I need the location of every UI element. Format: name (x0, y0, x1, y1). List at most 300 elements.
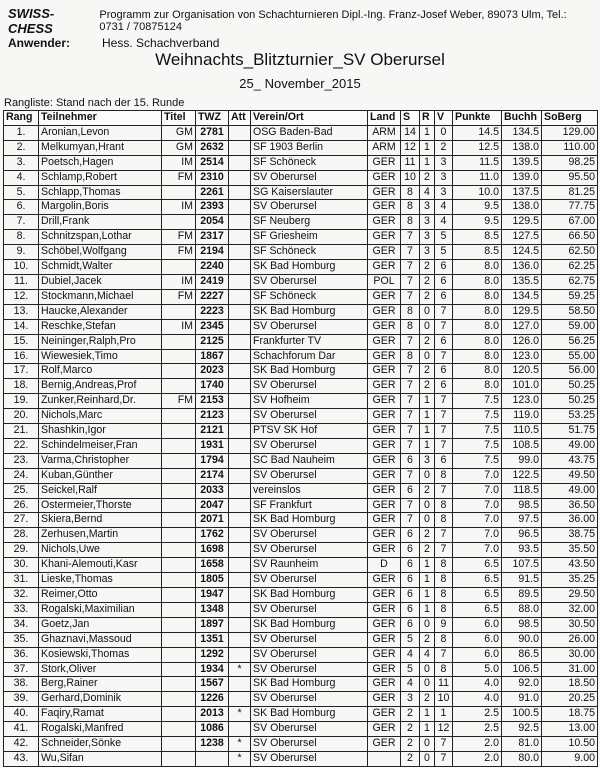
cell-att: * (229, 662, 251, 677)
cell-wins: 7 (401, 364, 420, 379)
cell-sonneborn: 62.50 (542, 245, 598, 260)
cell-name: Schnitzspan,Lothar (39, 230, 162, 245)
cell-rank: 10. (4, 260, 39, 275)
cell-country: GER (368, 692, 401, 707)
cell-losses: 4 (435, 200, 453, 215)
cell-rank: 20. (4, 409, 39, 424)
cell-draws: 2 (420, 543, 435, 558)
table-row (4, 498, 598, 513)
cell-twz: 1897 (196, 617, 229, 632)
cell-draws: 2 (420, 289, 435, 304)
cell-buchholz: 122.5 (502, 468, 542, 483)
cell-country: GER (368, 707, 401, 722)
cell-name: Schlamp,Robert (39, 170, 162, 185)
cell-points: 4.0 (453, 692, 502, 707)
cell-name: Stockmann,Michael (39, 289, 162, 304)
cell-rank: 12. (4, 289, 39, 304)
cell-twz: 2240 (196, 260, 229, 275)
table-row (4, 424, 598, 439)
cell-sonneborn: 49.00 (542, 483, 598, 498)
cell-country: GER (368, 185, 401, 200)
cell-country: GER (368, 632, 401, 647)
cell-points: 6.0 (453, 632, 502, 647)
cell-rank: 18. (4, 379, 39, 394)
cell-draws: 0 (420, 513, 435, 528)
cell-club: SK Bad Homburg (251, 707, 368, 722)
cell-twz: 2781 (196, 125, 229, 140)
cell-points: 6.0 (453, 647, 502, 662)
cell-club: SV Oberursel (251, 379, 368, 394)
cell-buchholz: 129.5 (502, 215, 542, 230)
cell-draws: 1 (420, 588, 435, 603)
cell-title (162, 632, 196, 647)
cell-att (229, 289, 251, 304)
cell-wins: 6 (401, 588, 420, 603)
cell-wins: 7 (401, 424, 420, 439)
cell-club: SK Bad Homburg (251, 304, 368, 319)
cell-rank: 11. (4, 274, 39, 289)
cell-title (162, 185, 196, 200)
cell-draws: 3 (420, 453, 435, 468)
cell-club: SV Oberursel (251, 319, 368, 334)
cell-sonneborn: 77.75 (542, 200, 598, 215)
cell-losses: 7 (435, 438, 453, 453)
cell-name: Seickel,Ralf (39, 483, 162, 498)
cell-rank: 39. (4, 692, 39, 707)
table-row (4, 558, 598, 573)
cell-country: GER (368, 647, 401, 662)
cell-wins: 6 (401, 558, 420, 573)
cell-losses: 8 (435, 573, 453, 588)
cell-country: GER (368, 424, 401, 439)
cell-name: Aronian,Levon (39, 125, 162, 140)
cell-club: SK Bad Homburg (251, 588, 368, 603)
table-header-row (4, 111, 598, 126)
cell-wins: 8 (401, 215, 420, 230)
cell-name: Skiera,Bernd (39, 513, 162, 528)
cell-name: Schöbel,Wolfgang (39, 245, 162, 260)
cell-sonneborn: 49.50 (542, 468, 598, 483)
col-punkte: Punkte (453, 111, 502, 126)
cell-sonneborn: 49.00 (542, 438, 598, 453)
cell-rank: 43. (4, 751, 39, 766)
cell-twz: 1567 (196, 677, 229, 692)
cell-draws: 3 (420, 200, 435, 215)
cell-sonneborn: 26.00 (542, 632, 598, 647)
cell-losses: 7 (435, 319, 453, 334)
cell-att (229, 588, 251, 603)
table-row (4, 334, 598, 349)
cell-wins: 7 (401, 289, 420, 304)
cell-title (162, 513, 196, 528)
cell-rank: 26. (4, 498, 39, 513)
cell-wins: 6 (401, 573, 420, 588)
cell-name: Gerhard,Dominik (39, 692, 162, 707)
cell-title (162, 409, 196, 424)
cell-att (229, 170, 251, 185)
cell-name: Wu,Sifan (39, 751, 162, 766)
cell-buchholz: 138.0 (502, 200, 542, 215)
cell-losses: 8 (435, 662, 453, 677)
cell-name: Margolin,Boris (39, 200, 162, 215)
table-row (4, 379, 598, 394)
cell-draws: 1 (420, 707, 435, 722)
cell-wins: 2 (401, 751, 420, 766)
cell-att (229, 632, 251, 647)
cell-rank: 5. (4, 185, 39, 200)
cell-points: 2.0 (453, 737, 502, 752)
cell-rank: 33. (4, 602, 39, 617)
cell-country: GER (368, 245, 401, 260)
cell-twz: 1658 (196, 558, 229, 573)
cell-draws: 2 (420, 170, 435, 185)
cell-name: Bernig,Andreas,Prof (39, 379, 162, 394)
cell-twz: 2194 (196, 245, 229, 260)
cell-title (162, 528, 196, 543)
cell-twz: 2514 (196, 155, 229, 170)
cell-draws: 0 (420, 498, 435, 513)
cell-rank: 41. (4, 722, 39, 737)
cell-sonneborn: 18.75 (542, 707, 598, 722)
cell-att (229, 274, 251, 289)
cell-buchholz: 91.0 (502, 692, 542, 707)
cell-draws: 2 (420, 260, 435, 275)
cell-club: OSG Baden-Bad (251, 125, 368, 140)
cell-name: Faqiry,Ramat (39, 707, 162, 722)
cell-points: 7.5 (453, 409, 502, 424)
table-row (4, 573, 598, 588)
cell-title (162, 468, 196, 483)
cell-points: 5.0 (453, 662, 502, 677)
cell-twz: 1698 (196, 543, 229, 558)
cell-wins: 7 (401, 438, 420, 453)
cell-points: 6.5 (453, 588, 502, 603)
cell-points: 9.5 (453, 215, 502, 230)
cell-att (229, 677, 251, 692)
standings-table (3, 110, 598, 767)
cell-title (162, 424, 196, 439)
table-row (4, 200, 598, 215)
cell-twz: 2393 (196, 200, 229, 215)
cell-wins: 7 (401, 468, 420, 483)
cell-losses: 8 (435, 513, 453, 528)
cell-buchholz: 81.0 (502, 737, 542, 752)
cell-buchholz: 138.0 (502, 140, 542, 155)
cell-club: SK Bad Homburg (251, 513, 368, 528)
cell-rank: 35. (4, 632, 39, 647)
cell-rank: 29. (4, 543, 39, 558)
cell-sonneborn: 31.00 (542, 662, 598, 677)
cell-buchholz: 92.0 (502, 677, 542, 692)
cell-country: GER (368, 602, 401, 617)
cell-losses: 10 (435, 692, 453, 707)
cell-title: GM (162, 140, 196, 155)
cell-name: Kuban,Günther (39, 468, 162, 483)
cell-losses: 5 (435, 230, 453, 245)
table-row (4, 289, 598, 304)
cell-sonneborn: 55.00 (542, 349, 598, 364)
cell-points: 2.0 (453, 751, 502, 766)
cell-club: SF Griesheim (251, 230, 368, 245)
cell-att (229, 334, 251, 349)
cell-att (229, 498, 251, 513)
cell-country: GER (368, 289, 401, 304)
cell-country: GER (368, 200, 401, 215)
cell-att (229, 379, 251, 394)
table-row (4, 453, 598, 468)
cell-club: SV Oberursel (251, 573, 368, 588)
cell-buchholz: 88.0 (502, 602, 542, 617)
anwender-value: Hess. Schachverband (102, 36, 220, 50)
cell-losses: 6 (435, 334, 453, 349)
cell-country: D (368, 558, 401, 573)
cell-buchholz: 107.5 (502, 558, 542, 573)
cell-name: Rogalski,Maximilian (39, 602, 162, 617)
cell-buchholz: 101.0 (502, 379, 542, 394)
cell-points: 7.5 (453, 438, 502, 453)
table-row (4, 707, 598, 722)
cell-title (162, 304, 196, 319)
cell-draws: 0 (420, 737, 435, 752)
cell-att (229, 438, 251, 453)
cell-country: GER (368, 677, 401, 692)
cell-losses: 8 (435, 588, 453, 603)
table-row (4, 319, 598, 334)
cell-wins: 12 (401, 140, 420, 155)
table-row (4, 602, 598, 617)
cell-sonneborn: 50.25 (542, 379, 598, 394)
cell-club: SK Bad Homburg (251, 364, 368, 379)
cell-draws: 0 (420, 468, 435, 483)
cell-att: * (229, 737, 251, 752)
anwender-label: Anwender: (8, 36, 71, 50)
cell-wins: 2 (401, 707, 420, 722)
cell-title (162, 379, 196, 394)
cell-buchholz: 118.5 (502, 483, 542, 498)
cell-country: GER (368, 528, 401, 543)
cell-points: 7.5 (453, 453, 502, 468)
table-row (4, 170, 598, 185)
cell-wins: 6 (401, 543, 420, 558)
cell-points: 8.0 (453, 319, 502, 334)
tournament-title: Weihnachts_Blitzturnier_SV Oberursel (155, 50, 445, 69)
cell-draws: 1 (420, 409, 435, 424)
cell-title (162, 334, 196, 349)
cell-rank: 21. (4, 424, 39, 439)
cell-name: Neininger,Ralph,Pro (39, 334, 162, 349)
cell-losses: 6 (435, 379, 453, 394)
cell-sonneborn: 13.00 (542, 722, 598, 737)
cell-buchholz: 139.5 (502, 155, 542, 170)
cell-twz: 1931 (196, 438, 229, 453)
cell-wins: 2 (401, 722, 420, 737)
cell-losses: 6 (435, 260, 453, 275)
cell-points: 10.0 (453, 185, 502, 200)
cell-wins: 7 (401, 513, 420, 528)
cell-draws: 2 (420, 528, 435, 543)
table-row (4, 349, 598, 364)
cell-att (229, 125, 251, 140)
cell-wins: 8 (401, 200, 420, 215)
cell-points: 8.0 (453, 334, 502, 349)
cell-buchholz: 127.5 (502, 230, 542, 245)
cell-draws: 0 (420, 677, 435, 692)
cell-wins: 8 (401, 185, 420, 200)
cell-wins: 6 (401, 602, 420, 617)
cell-wins: 5 (401, 632, 420, 647)
cell-title (162, 573, 196, 588)
cell-buchholz: 93.5 (502, 543, 542, 558)
cell-sonneborn: 50.25 (542, 394, 598, 409)
table-row (4, 185, 598, 200)
cell-draws: 1 (420, 155, 435, 170)
cell-losses: 1 (435, 707, 453, 722)
cell-country: GER (368, 737, 401, 752)
cell-country: GER (368, 230, 401, 245)
cell-draws: 1 (420, 438, 435, 453)
cell-draws: 1 (420, 140, 435, 155)
cell-twz: 1292 (196, 647, 229, 662)
cell-buchholz: 136.0 (502, 260, 542, 275)
cell-sonneborn: 9.00 (542, 751, 598, 766)
cell-club: SK Bad Homburg (251, 260, 368, 275)
table-row (4, 274, 598, 289)
cell-att (229, 349, 251, 364)
cell-name: Reimer,Otto (39, 588, 162, 603)
cell-club: SV Oberursel (251, 543, 368, 558)
cell-att (229, 200, 251, 215)
cell-wins: 6 (401, 453, 420, 468)
cell-losses: 3 (435, 155, 453, 170)
cell-wins: 6 (401, 483, 420, 498)
cell-twz: 2123 (196, 409, 229, 424)
cell-country: GER (368, 588, 401, 603)
cell-draws: 0 (420, 617, 435, 632)
cell-country: GER (368, 304, 401, 319)
tournament-date: 25_ November_2015 (239, 76, 361, 91)
cell-att: * (229, 751, 251, 766)
cell-rank: 3. (4, 155, 39, 170)
cell-att (229, 215, 251, 230)
cell-twz: 1762 (196, 528, 229, 543)
cell-buchholz: 120.5 (502, 364, 542, 379)
cell-club: SV Oberursel (251, 468, 368, 483)
cell-twz: 2261 (196, 185, 229, 200)
cell-country: GER (368, 319, 401, 334)
cell-name: Schlapp,Thomas (39, 185, 162, 200)
cell-att: * (229, 707, 251, 722)
cell-draws: 0 (420, 319, 435, 334)
cell-att (229, 722, 251, 737)
cell-rank: 1. (4, 125, 39, 140)
cell-sonneborn: 62.75 (542, 274, 598, 289)
cell-twz: 2310 (196, 170, 229, 185)
table-row (4, 438, 598, 453)
cell-country: GER (368, 468, 401, 483)
cell-buchholz: 110.5 (502, 424, 542, 439)
cell-draws: 2 (420, 379, 435, 394)
cell-title: FM (162, 230, 196, 245)
col-titel: Titel (162, 111, 196, 126)
cell-draws: 4 (420, 647, 435, 662)
cell-rank: 6. (4, 200, 39, 215)
table-row (4, 245, 598, 260)
cell-att (229, 543, 251, 558)
standings-subtitle: Rangliste: Stand nach der 15. Runde (4, 97, 185, 109)
table-row (4, 677, 598, 692)
cell-club: SV Oberursel (251, 170, 368, 185)
cell-wins: 7 (401, 379, 420, 394)
cell-club: SV Oberursel (251, 751, 368, 766)
cell-title (162, 483, 196, 498)
cell-att (229, 558, 251, 573)
cell-sonneborn: 30.00 (542, 647, 598, 662)
cell-country: GER (368, 438, 401, 453)
cell-title (162, 751, 196, 766)
cell-country: GER (368, 260, 401, 275)
cell-losses: 7 (435, 647, 453, 662)
cell-att (229, 409, 251, 424)
cell-sonneborn: 36.50 (542, 498, 598, 513)
cell-twz: 2033 (196, 483, 229, 498)
cell-club: SF Neuberg (251, 215, 368, 230)
cell-twz: 1794 (196, 453, 229, 468)
cell-rank: 16. (4, 349, 39, 364)
cell-wins: 2 (401, 737, 420, 752)
cell-rank: 9. (4, 245, 39, 260)
cell-name: Dubiel,Jacek (39, 274, 162, 289)
cell-country: GER (368, 349, 401, 364)
cell-twz: 1934 (196, 662, 229, 677)
cell-rank: 28. (4, 528, 39, 543)
cell-wins: 7 (401, 245, 420, 260)
cell-wins: 8 (401, 319, 420, 334)
cell-rank: 25. (4, 483, 39, 498)
cell-points: 11.0 (453, 170, 502, 185)
cell-sonneborn: 59.00 (542, 319, 598, 334)
cell-wins: 7 (401, 334, 420, 349)
cell-title (162, 662, 196, 677)
cell-sonneborn: 56.00 (542, 364, 598, 379)
cell-rank: 34. (4, 617, 39, 632)
cell-name: Wiewesiek,Timo (39, 349, 162, 364)
cell-losses: 9 (435, 617, 453, 632)
table-row (4, 617, 598, 632)
cell-club: SF Schöneck (251, 289, 368, 304)
cell-draws: 1 (420, 558, 435, 573)
cell-name: Zerhusen,Martin (39, 528, 162, 543)
cell-club: SV Oberursel (251, 528, 368, 543)
cell-points: 7.0 (453, 483, 502, 498)
cell-losses: 7 (435, 528, 453, 543)
cell-twz (196, 751, 229, 766)
cell-rank: 27. (4, 513, 39, 528)
cell-name: Rogalski,Manfred (39, 722, 162, 737)
cell-country: GER (368, 722, 401, 737)
cell-buchholz: 137.5 (502, 185, 542, 200)
col-soberg: SoBerg (542, 111, 598, 126)
cell-losses: 8 (435, 632, 453, 647)
cell-sonneborn: 35.50 (542, 543, 598, 558)
cell-club: SF 1903 Berlin (251, 140, 368, 155)
cell-rank: 31. (4, 573, 39, 588)
cell-points: 9.5 (453, 200, 502, 215)
cell-twz: 2419 (196, 274, 229, 289)
table-row (4, 304, 598, 319)
table-row (4, 230, 598, 245)
cell-club: SV Oberursel (251, 662, 368, 677)
cell-points: 2.5 (453, 707, 502, 722)
